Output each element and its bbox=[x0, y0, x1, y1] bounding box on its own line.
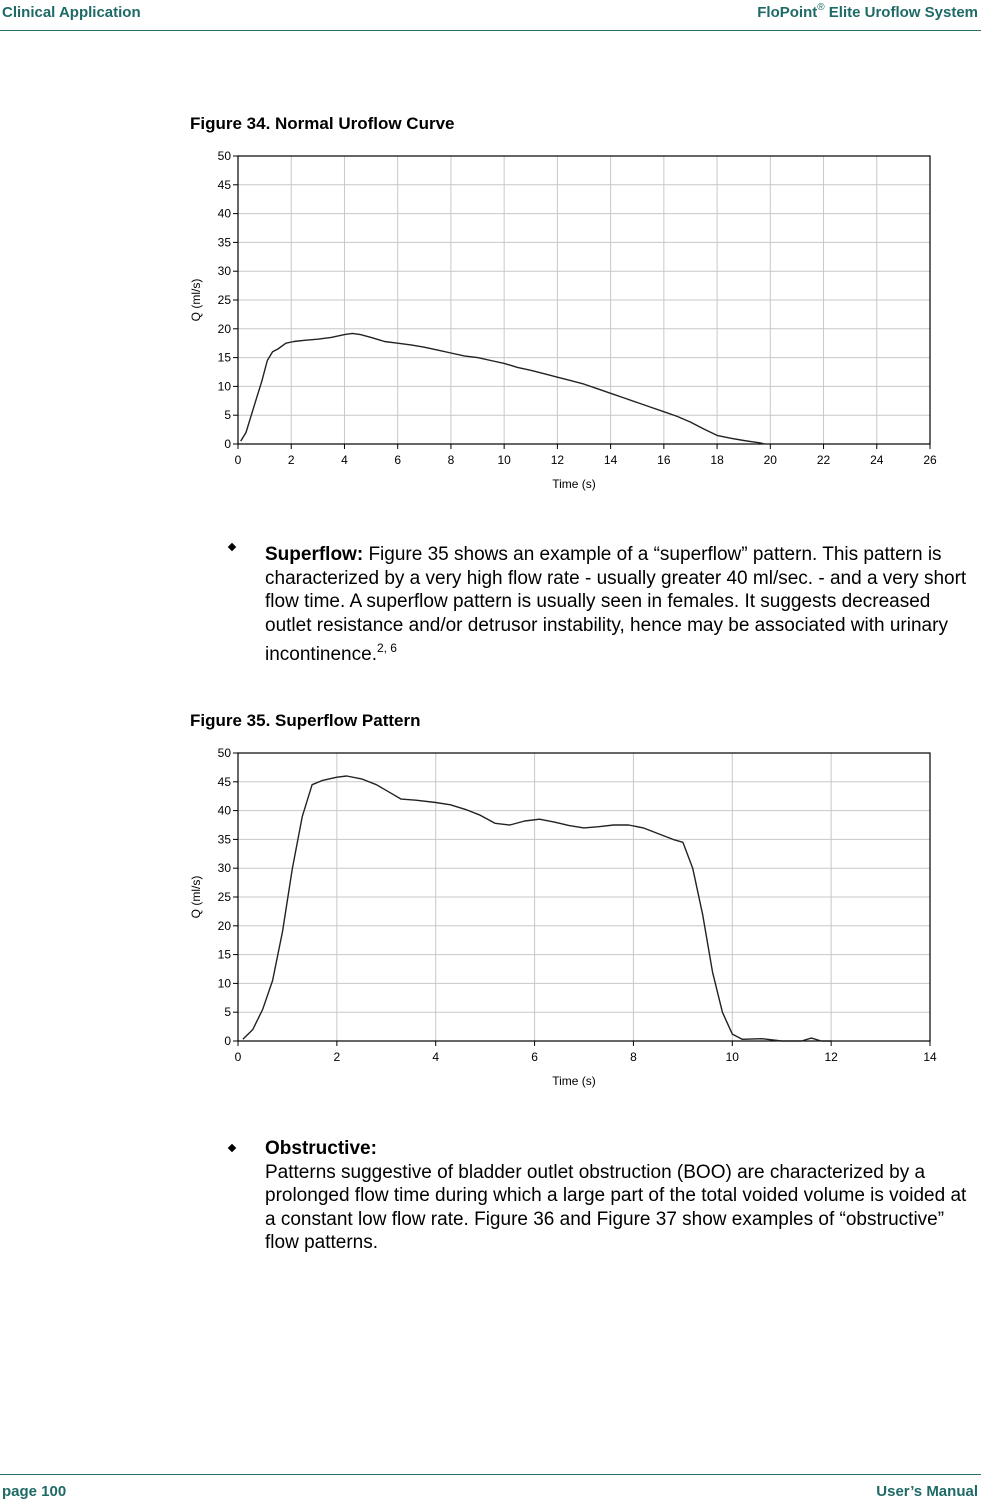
bullet-icon bbox=[228, 543, 236, 551]
page-header bbox=[0, 0, 981, 31]
y-tick-label: 0 bbox=[224, 437, 231, 451]
y-tick-label: 40 bbox=[217, 206, 231, 221]
x-tick-label: 14 bbox=[603, 453, 618, 467]
x-tick-label: 10 bbox=[725, 1050, 739, 1064]
y-tick-label: 25 bbox=[217, 293, 231, 307]
y-tick-label: 50 bbox=[217, 746, 231, 760]
x-axis-label: Time (s) bbox=[552, 477, 596, 491]
y-tick-label: 30 bbox=[217, 861, 231, 876]
x-tick-label: 0 bbox=[234, 1050, 242, 1064]
y-tick-label: 20 bbox=[217, 321, 231, 336]
page-footer bbox=[0, 1474, 981, 1502]
x-tick-label: 6 bbox=[531, 1050, 538, 1064]
x-tick-label: 10 bbox=[497, 453, 511, 467]
superflow-reference: 2, 6 bbox=[376, 641, 397, 656]
x-tick-label: 12 bbox=[550, 453, 565, 467]
flow-series-line bbox=[241, 333, 765, 444]
x-tick-label: 20 bbox=[763, 453, 777, 467]
x-tick-label: 24 bbox=[870, 453, 884, 467]
x-tick-label: 16 bbox=[657, 453, 671, 467]
x-tick-label: 2 bbox=[287, 453, 295, 467]
header-brand: FloPoint bbox=[757, 4, 818, 21]
figure-34-chart bbox=[186, 147, 946, 497]
y-axis-label: Q (ml/s) bbox=[189, 875, 203, 919]
y-tick-label: 15 bbox=[217, 350, 231, 365]
y-tick-label: 20 bbox=[217, 918, 231, 933]
obstructive-paragraph bbox=[265, 1137, 980, 1255]
y-tick-label: 5 bbox=[224, 408, 231, 423]
y-axis-label: Q (ml/s) bbox=[189, 278, 203, 322]
figure-35-chart bbox=[186, 744, 946, 1094]
normal-uroflow-chart-svg bbox=[186, 147, 946, 497]
superflow-paragraph bbox=[265, 543, 980, 667]
y-tick-label: 10 bbox=[217, 976, 231, 991]
x-tick-label: 4 bbox=[432, 1050, 440, 1064]
y-tick-label: 45 bbox=[217, 177, 231, 192]
figure-34-caption: Figure 34. Normal Uroflow Curve bbox=[190, 114, 455, 133]
x-tick-label: 14 bbox=[923, 1050, 937, 1064]
y-tick-label: 45 bbox=[217, 774, 231, 789]
y-tick-label: 35 bbox=[217, 235, 231, 250]
x-tick-label: 18 bbox=[710, 453, 724, 467]
y-tick-label: 50 bbox=[217, 149, 231, 163]
y-tick-label: 35 bbox=[217, 832, 231, 847]
manual-title: User’s Manual bbox=[876, 1483, 978, 1500]
superflow-text: Figure 35 shows an example of a “superflow” pattern. This pattern is characterized by a very high flow rate - usually greater 40 ml/sec. - and a very short flow time. A superflow pattern is usually seen in females. It suggests decreased outlet resistance and/or detrusor instability, hence may be associated with urinary incontinence. bbox=[265, 544, 967, 666]
bullet-icon bbox=[228, 1144, 236, 1152]
x-tick-label: 8 bbox=[630, 1050, 637, 1064]
flow-series-line bbox=[243, 776, 831, 1041]
obstructive-label: Obstructive: bbox=[265, 1138, 377, 1159]
x-tick-label: 2 bbox=[333, 1050, 341, 1064]
y-tick-label: 25 bbox=[217, 890, 231, 904]
x-tick-label: 22 bbox=[816, 453, 831, 467]
x-tick-label: 12 bbox=[824, 1050, 838, 1064]
superflow-chart-svg bbox=[186, 744, 946, 1094]
obstructive-text: Patterns suggestive of bladder outlet obstruction (BOO) are characterized by a prolonged flow time during which a large part of the total voided volume is voided at a constant low flow rate. Figure 36 and Figure 37 show examples of “obstructive” flow patterns. bbox=[265, 1161, 967, 1254]
header-product-rest: Elite Uroflow System bbox=[824, 4, 978, 21]
registered-mark: ® bbox=[817, 2, 825, 13]
page-number: page 100 bbox=[2, 1483, 67, 1500]
x-tick-label: 8 bbox=[447, 453, 455, 467]
y-tick-label: 0 bbox=[224, 1034, 231, 1048]
header-product-title bbox=[757, 2, 978, 21]
x-tick-label: 6 bbox=[394, 453, 402, 467]
superflow-label: Superflow: bbox=[265, 544, 364, 565]
y-tick-label: 10 bbox=[217, 379, 231, 394]
y-tick-label: 5 bbox=[224, 1005, 231, 1020]
x-tick-label: 0 bbox=[234, 453, 242, 467]
x-tick-label: 26 bbox=[923, 453, 937, 467]
y-tick-label: 15 bbox=[217, 947, 231, 962]
x-tick-label: 4 bbox=[341, 453, 348, 467]
y-tick-label: 40 bbox=[217, 803, 231, 818]
figure-35-caption: Figure 35. Superflow Pattern bbox=[190, 711, 421, 730]
header-section-title: Clinical Application bbox=[2, 4, 141, 21]
x-axis-label: Time (s) bbox=[552, 1074, 596, 1088]
y-tick-label: 30 bbox=[217, 264, 231, 279]
